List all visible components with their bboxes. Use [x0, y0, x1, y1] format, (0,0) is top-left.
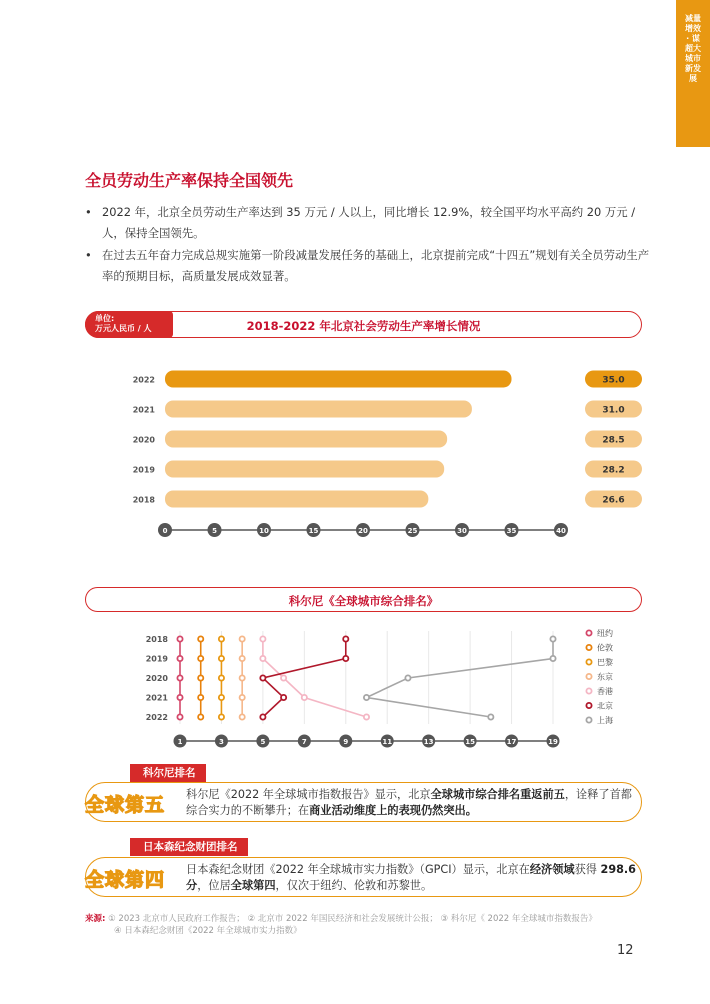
unit-label-line1: 单位: [95, 314, 115, 323]
bar-year-label: 2021 [132, 405, 155, 415]
rank-point [260, 675, 265, 680]
rank-point [281, 675, 286, 680]
rank-point [240, 656, 245, 661]
rank-year-label: 2020 [145, 674, 168, 683]
rank-point [177, 695, 182, 700]
sources [85, 913, 685, 937]
unit-label [85, 311, 173, 338]
rank-point [219, 695, 224, 700]
rank-point [550, 656, 555, 661]
kearney-text-part: 科尔尼《2022 年全球城市指数报告》显示，北京 [186, 788, 431, 801]
x-tick-label: 40 [556, 527, 566, 535]
legend-marker [586, 645, 591, 650]
rank-point [343, 636, 348, 641]
rank-tick-label: 7 [301, 738, 307, 746]
legend-label: 北京 [597, 701, 613, 711]
bar [165, 431, 447, 448]
legend-label: 东京 [597, 672, 613, 682]
rank-chart-title: 科尔尼《全球城市综合排名》 [288, 594, 439, 608]
kearney-tag: 科尔尼排名 [130, 764, 206, 782]
rank-tick-label: 5 [260, 738, 266, 746]
bar [165, 461, 444, 478]
bar-value-label: 28.5 [602, 435, 625, 446]
bar-chart [0, 360, 710, 540]
rank-point [240, 695, 245, 700]
rank-tick-label: 11 [382, 738, 393, 746]
rank-line-chart [0, 625, 710, 755]
mori-text-part: 日本森纪念财团《2022 年全球城市实力指数》（GPCI）显示，北京在 [186, 863, 530, 876]
rank-series-line [367, 639, 554, 717]
rank-year-label: 2018 [145, 635, 168, 644]
rank-point [343, 656, 348, 661]
rank-point [198, 656, 203, 661]
mori-text-part: ，位居 [197, 879, 231, 892]
legend-marker [586, 703, 591, 708]
bar-year-label: 2018 [132, 495, 155, 505]
bar-value-label: 35.0 [602, 375, 625, 386]
rank-point [550, 636, 555, 641]
rank-point [240, 675, 245, 680]
rank-point [405, 675, 410, 680]
legend-label: 纽约 [597, 629, 613, 638]
bar-chart-title: 2018-2022 年北京社会劳动生产率增长情况 [246, 319, 481, 333]
rank-point [488, 714, 493, 719]
rank-point [364, 714, 369, 719]
bar-value-label: 28.2 [602, 465, 625, 476]
kearney-text-bold: 全球城市综合排名重返前五 [430, 788, 565, 801]
rank-point [198, 636, 203, 641]
bar [165, 491, 428, 508]
bar-value-label: 31.0 [602, 405, 625, 416]
legend-label: 伦敦 [597, 643, 613, 653]
section-title: 全员劳动生产率保持全国领先 [85, 171, 294, 190]
rank-point [177, 656, 182, 661]
mori-text-bold: 298.6 分 [186, 863, 636, 892]
mori-big-label: 全球第四 [85, 869, 166, 891]
sources-label: 来源: [85, 914, 106, 924]
rank-point [198, 714, 203, 719]
x-tick-label: 20 [358, 527, 368, 535]
kearney-big-label: 全球第五 [85, 794, 166, 816]
rank-tick-label: 19 [548, 738, 558, 746]
rank-point [177, 714, 182, 719]
bar [165, 371, 512, 388]
bar-year-label: 2020 [132, 435, 155, 445]
mori-text [186, 862, 636, 894]
rank-point [177, 636, 182, 641]
unit-label-line2: 万元人民币 / 人 [95, 324, 152, 333]
rank-tick-label: 17 [506, 738, 517, 746]
rank-point [198, 675, 203, 680]
mori-tag: 日本森纪念财团排名 [130, 838, 248, 856]
sources-line: ④ 日本森纪念财团《2022 年全球城市实力指数》 [114, 926, 302, 936]
rank-point [364, 695, 369, 700]
x-tick-label: 0 [162, 527, 168, 535]
side-tab-text: 减量增效 · 谋超大城市新发展 [685, 14, 701, 83]
rank-point [281, 695, 286, 700]
mori-text-part: ，仅次于纽约、伦敦和苏黎世。 [275, 879, 433, 892]
rank-point [198, 695, 203, 700]
bar-year-label: 2022 [132, 375, 155, 385]
bar [165, 401, 472, 418]
x-tick-label: 5 [212, 527, 217, 535]
side-tab [676, 0, 710, 147]
rank-point [240, 714, 245, 719]
legend-label: 上海 [597, 716, 613, 725]
rank-tick-label: 13 [423, 738, 434, 746]
rank-year-label: 2019 [145, 654, 168, 664]
rank-point [219, 675, 224, 680]
kearney-box [85, 782, 642, 822]
x-tick-label: 10 [259, 527, 269, 535]
rank-point [240, 636, 245, 641]
rank-chart-header [85, 587, 642, 612]
rank-year-label: 2021 [145, 693, 168, 703]
rank-point [302, 695, 307, 700]
rank-tick-label: 3 [219, 738, 224, 746]
rank-point [219, 714, 224, 719]
legend-marker [586, 659, 591, 664]
kearney-text-bold: 商业活动维度上的表现仍然突出。 [309, 804, 477, 817]
x-tick-label: 15 [308, 527, 319, 535]
rank-series-line [263, 639, 367, 717]
bar-year-label: 2019 [132, 465, 155, 475]
x-tick-label: 30 [457, 527, 467, 535]
rank-tick-label: 15 [465, 738, 475, 746]
bar-value-label: 26.6 [602, 495, 625, 506]
rank-year-label: 2022 [145, 713, 168, 722]
rank-tick-label: 1 [177, 738, 183, 746]
kearney-text [186, 787, 636, 819]
legend-label: 香港 [597, 687, 613, 696]
kearney-text-part: ，诠释了首都综合实力的不断攀升；在 [186, 788, 632, 817]
x-tick-label: 25 [407, 527, 418, 535]
rank-point [219, 656, 224, 661]
bullet-item: • 在过去五年奋力完成总规实施第一阶段减量发展任务的基础上，北京提前完成“十四五”规划有关全员劳动生产率的预期目标，高质量发展成效显著。 [85, 245, 655, 287]
rank-point [260, 714, 265, 719]
mori-text-bold: 经济领域 [529, 863, 575, 876]
sources-line: ① 2023 北京市人民政府工作报告； ② 北京市 2022 年国民经济和社会发展统计公报； ③ 科尔尼《 2022 年全球城市指数报告》 [108, 914, 597, 924]
mori-box [85, 857, 642, 897]
legend-marker [586, 688, 591, 693]
rank-point [260, 656, 265, 661]
mori-text-part: 获得 [574, 863, 601, 876]
rank-point [177, 675, 182, 680]
page-number: 12 [617, 943, 634, 958]
legend-marker [586, 717, 591, 722]
legend-label: 巴黎 [597, 658, 613, 667]
x-tick-label: 35 [506, 527, 517, 535]
bullet-item: • 2022 年，北京全员劳动生产率达到 35 万元 / 人以上，同比增长 12.9%，较全国平均水平高约 20 万元 / 人，保持全国领先。 [85, 202, 655, 244]
legend-marker [586, 674, 591, 679]
mori-text-bold: 全球第四 [230, 879, 276, 892]
legend-marker [586, 630, 591, 635]
rank-tick-label: 9 [343, 738, 349, 746]
rank-point [260, 636, 265, 641]
rank-point [219, 636, 224, 641]
